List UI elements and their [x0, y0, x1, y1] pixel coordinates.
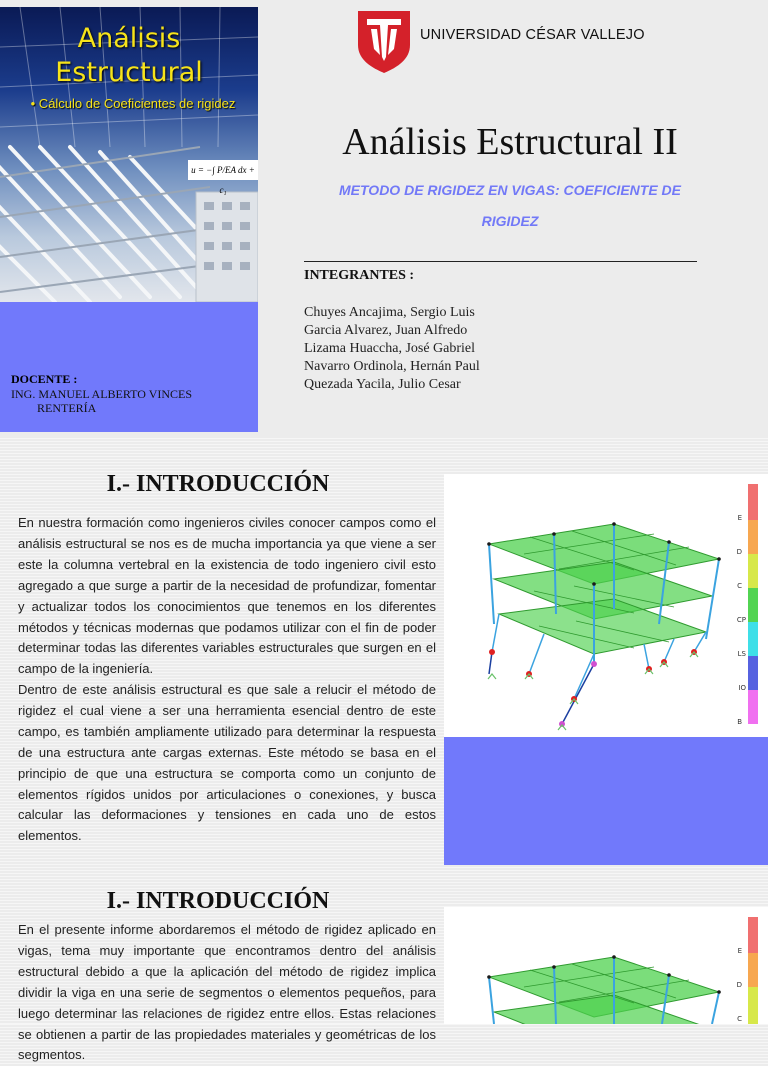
figure-blue-panel: [444, 737, 768, 865]
intro-paragraph: En nuestra formación como ingenieros civiles conocer campos como el análisis estructural se nos es de mucha importancia ya que viene a ser este la columna vertebral en la existencia de todo ingeniero civil esto agregado a que surge a partir de la necesidad de profundizar, fomentar y actualizar todos los conocimientos que tenemos en los diferentes métodos y técnicas modernas que podamos utilizar con el fin de poder determinar todas las diferentes variables estructurales que surgen en el campo de la ingeniería.: [18, 515, 436, 677]
docente-label: DOCENTE :: [11, 372, 78, 386]
cover-image-title-line1: Análisis: [77, 23, 181, 54]
cover-image-bullet: • Cálculo de Coeficientes de rigidez: [30, 96, 236, 111]
structure-model-illustration: [444, 474, 768, 737]
intro-paragraph: En el presente informe abordaremos el método de rigidez aplicado en vigas, tema muy importante que encontramos dentro del análisis estructural debido a que la aplicación del método de rigidez implica dividir la viga en una serie de segmentos o elementos pequeños, para luego determinar las relaciones de rigidez entre ellos. Estas relaciones se obtienen a partir de las propiedades materiales y geométricas de los segmentos.: [18, 922, 436, 1063]
docente-name-line1: ING. MANUEL ALBERTO VINCES: [11, 387, 193, 401]
cover-image-formula: u = −∫ P/EA dx + c₁: [188, 160, 258, 180]
scale-label: D: [736, 981, 742, 989]
docente-name: [11, 387, 241, 415]
scale-label: B: [737, 718, 742, 726]
intro-heading: I.- INTRODUCCIÓN: [106, 888, 330, 914]
intro-heading: I.- INTRODUCCIÓN: [106, 471, 330, 497]
docente-name-line2: RENTERÍA: [37, 401, 97, 415]
university-logo-icon: [358, 11, 410, 73]
scale-label: C: [737, 1015, 742, 1023]
structure-3d-model-figure: [444, 474, 768, 737]
university-name: UNIVERSIDAD CÉSAR VALLEJO: [420, 27, 645, 43]
page-subtitle: METODO DE RIGIDEZ EN VIGAS: COEFICIENTE DE RIGIDEZ: [339, 182, 681, 229]
scale-label: IO: [738, 684, 746, 692]
cover-slide: [0, 0, 768, 436]
member-item: Lizama Huaccha, José Gabriel: [304, 341, 476, 356]
scale-label: LS: [737, 650, 746, 658]
divider: [304, 261, 697, 262]
scale-label: D: [736, 548, 742, 556]
cover-image-title-line2: Estructural: [55, 57, 203, 88]
members-list: [304, 304, 480, 394]
scale-label: E: [737, 947, 742, 955]
member-item: Chuyes Ancajima, Sergio Luis: [304, 305, 475, 320]
structure-3d-model-figure: [444, 907, 768, 1024]
integrantes-label: INTEGRANTES :: [304, 268, 415, 283]
scale-label: CP: [736, 616, 746, 624]
page-title: Análisis Estructural II: [342, 121, 678, 163]
structure-model-illustration: [444, 907, 768, 1024]
intro-paragraph: Dentro de este análisis estructural es que sale a relucir el método de rigidez el cual viene a ser una herramienta esencial dentro de este campo, es también ampliamente utilizado para determinar la respuesta de una estructura ante cargas externas. Este método se basa en el principio de que una estructura se comporta como un conjunto de elementos rígidos unidos por articulaciones o conexiones, y busca calcular las deformaciones y tensiones en cada uno de estos elementos.: [18, 682, 436, 844]
member-item: Garcia Alvarez, Juan Alfredo: [304, 323, 468, 338]
member-item: Navarro Ordinola, Hernán Paul: [304, 359, 480, 374]
scale-label: E: [737, 514, 742, 522]
scale-label: C: [737, 582, 742, 590]
member-item: Quezada Yacila, Julio Cesar: [304, 377, 461, 392]
